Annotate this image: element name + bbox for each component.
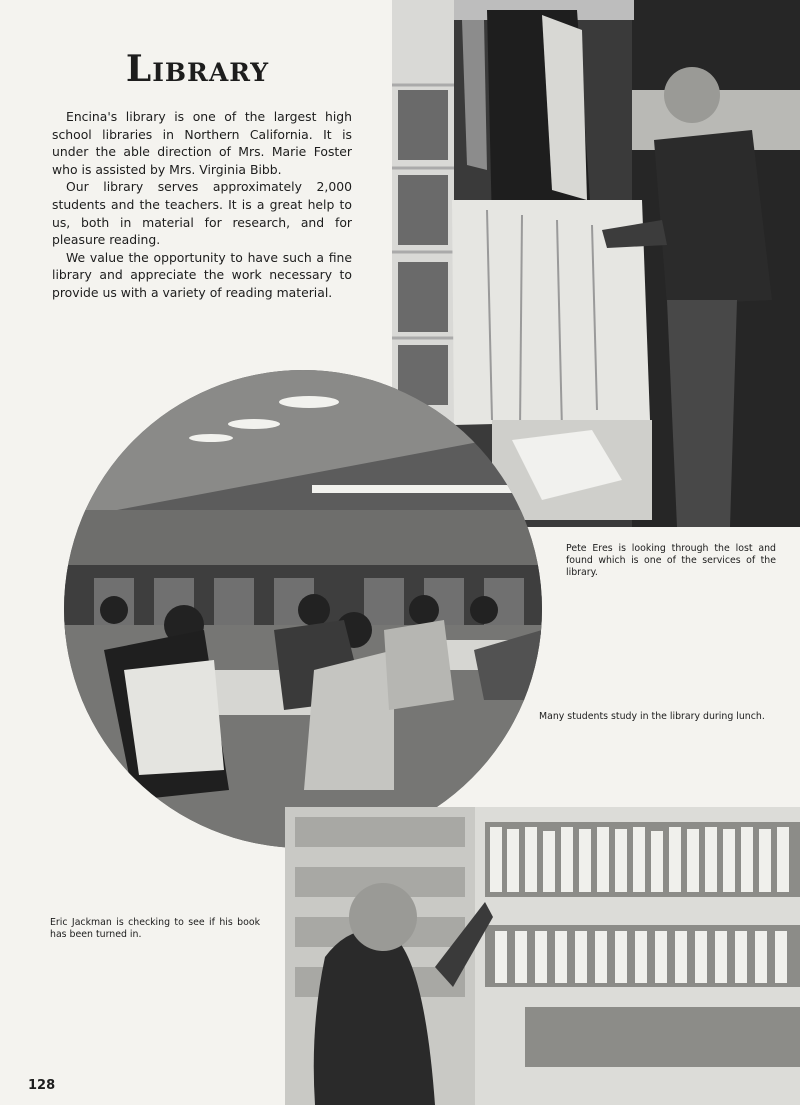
intro-paragraph-1: Encina's library is one of the largest high school libraries in Northern California. It is under the able direction of Mrs. Marie Foster who is assisted by Mrs. Virginia Bibb. (52, 109, 352, 177)
bookshelves-photo (285, 807, 800, 1105)
page-title: Library (125, 48, 270, 90)
study-hall-photo (64, 370, 542, 848)
intro-text (52, 108, 352, 302)
study-hall-caption: Many students study in the library during lunch. (539, 711, 765, 722)
intro-paragraph-2: Our library serves approximately 2,000 students and the teachers. It is a great help to us, both in material for research, and for pleasure reading. (52, 179, 352, 248)
bookshelves-caption: Eric Jackman is checking to see if his book has been turned in. (50, 917, 260, 941)
lost-and-found-caption: Pete Eres is looking through the lost and found which is one of the services of the library. (566, 543, 776, 579)
intro-paragraph-3: We value the opportunity to have such a fine library and appreciate the work necessary to provide us with a variety of reading material. (52, 249, 352, 300)
page-number: 128 (28, 1078, 56, 1093)
